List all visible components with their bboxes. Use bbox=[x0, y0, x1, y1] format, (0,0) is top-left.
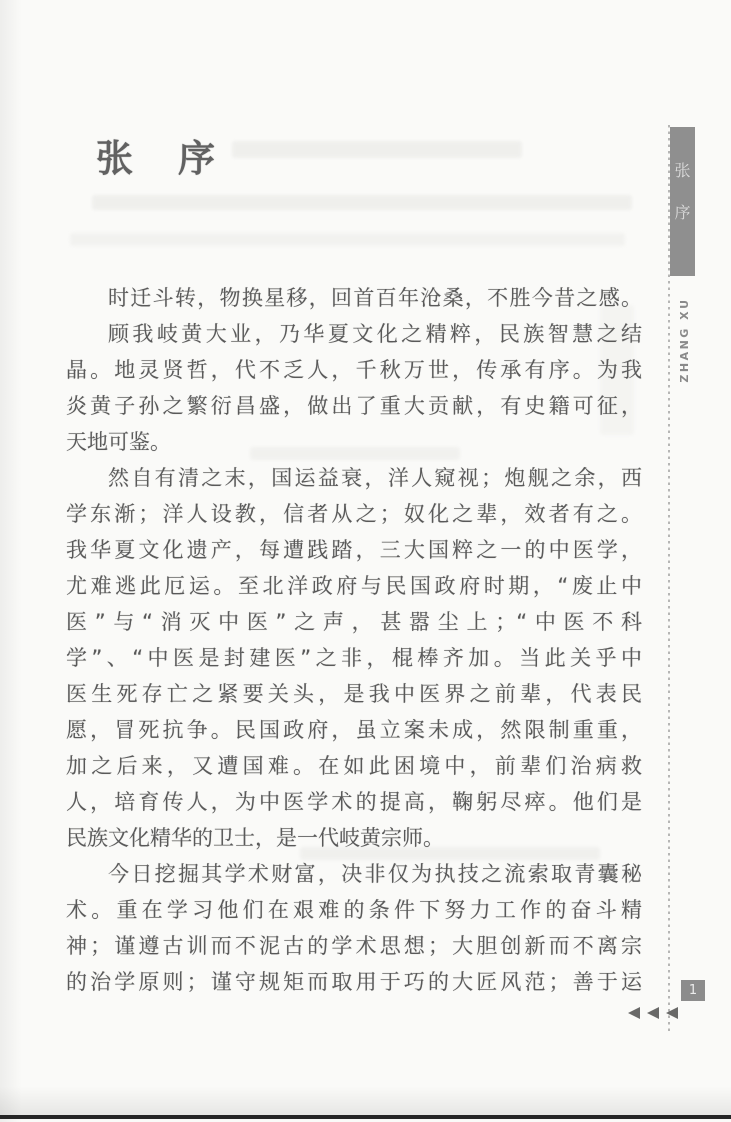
body-text-line: 医”与“消灭中医”之声，甚嚣尘上；“中医不科 bbox=[66, 610, 642, 634]
bleedthrough-artifact bbox=[232, 141, 522, 158]
body-text-line: 顾我岐黄大业，乃华夏文化之精粹，民族智慧之结 bbox=[108, 322, 642, 346]
body-text-line: 医生死存亡之紧要关头，是我中医界之前辈，代表民 bbox=[66, 682, 642, 706]
body-text-line: 人，培育传人，为中医学术的提高，鞠躬尽瘁。他们是 bbox=[66, 790, 642, 814]
body-text-line: 神；谨遵古训而不泥古的学术思想；大胆创新而不离宗 bbox=[66, 934, 642, 958]
chapter-tab bbox=[670, 127, 695, 276]
body-text-line: 晶。地灵贤哲，代不乏人，千秋万世，传承有序。为我 bbox=[66, 358, 642, 382]
body-text-line: 加之后来，又遭国难。在如此困境中，前辈们治病救 bbox=[66, 754, 642, 778]
body-text-line: 的治学原则；谨守规矩而取用于巧的大匠风范；善于运 bbox=[66, 970, 642, 994]
body-text-line: 术。重在学习他们在艰难的条件下努力工作的奋斗精 bbox=[66, 898, 642, 922]
body-text-line: 我华夏文化遗产，每遭践踏，三大国粹之一的中医学， bbox=[66, 538, 642, 562]
bleedthrough-artifact bbox=[70, 233, 625, 246]
chapter-pinyin-label: ZHANG XU bbox=[678, 297, 691, 383]
bleedthrough-artifact bbox=[92, 195, 632, 210]
body-text-line: 然自有清之末，国运益衰，洋人窥视；炮舰之余，西 bbox=[108, 466, 642, 490]
left-arrow-icon bbox=[647, 1007, 659, 1019]
preface-body-text bbox=[66, 280, 642, 1000]
page-edge-shadow bbox=[0, 1086, 731, 1115]
body-text-line: 学”、“中医是封建医”之非，棍棒齐加。当此关乎中 bbox=[66, 646, 642, 670]
left-arrow-icon bbox=[628, 1007, 640, 1019]
page-bottom-edge bbox=[0, 1115, 731, 1119]
body-text-line: 民族文化精华的卫士，是一代岐黄宗师。 bbox=[66, 826, 444, 850]
nav-arrows bbox=[628, 1007, 678, 1019]
body-text-line: 今日挖掘其学术财富，决非仅为执技之流索取青囊秘 bbox=[108, 862, 642, 886]
body-text-line: 尤难逃此厄运。至北洋政府与民国政府时期，“废止中 bbox=[66, 574, 642, 598]
chapter-tab-char: 序 bbox=[674, 203, 691, 222]
body-text-line: 炎黄子孙之繁衍昌盛，做出了重大贡献，有史籍可征， bbox=[66, 394, 642, 418]
page-title: 张 序 bbox=[96, 137, 219, 180]
body-text-line: 天地可鉴。 bbox=[66, 430, 171, 454]
body-text-line: 时迁斗转，物换星移，回首百年沧桑，不胜今昔之感。 bbox=[108, 286, 642, 310]
left-arrow-icon bbox=[666, 1007, 678, 1019]
body-text-line: 学东渐；洋人设教，信者从之；奴化之辈，效者有之。 bbox=[66, 502, 642, 526]
body-text-line: 愿，冒死抗争。民国政府，虽立案未成，然限制重重， bbox=[66, 718, 642, 742]
chapter-tab-char: 张 bbox=[674, 161, 691, 180]
page-number-badge: 1 bbox=[681, 980, 705, 1001]
